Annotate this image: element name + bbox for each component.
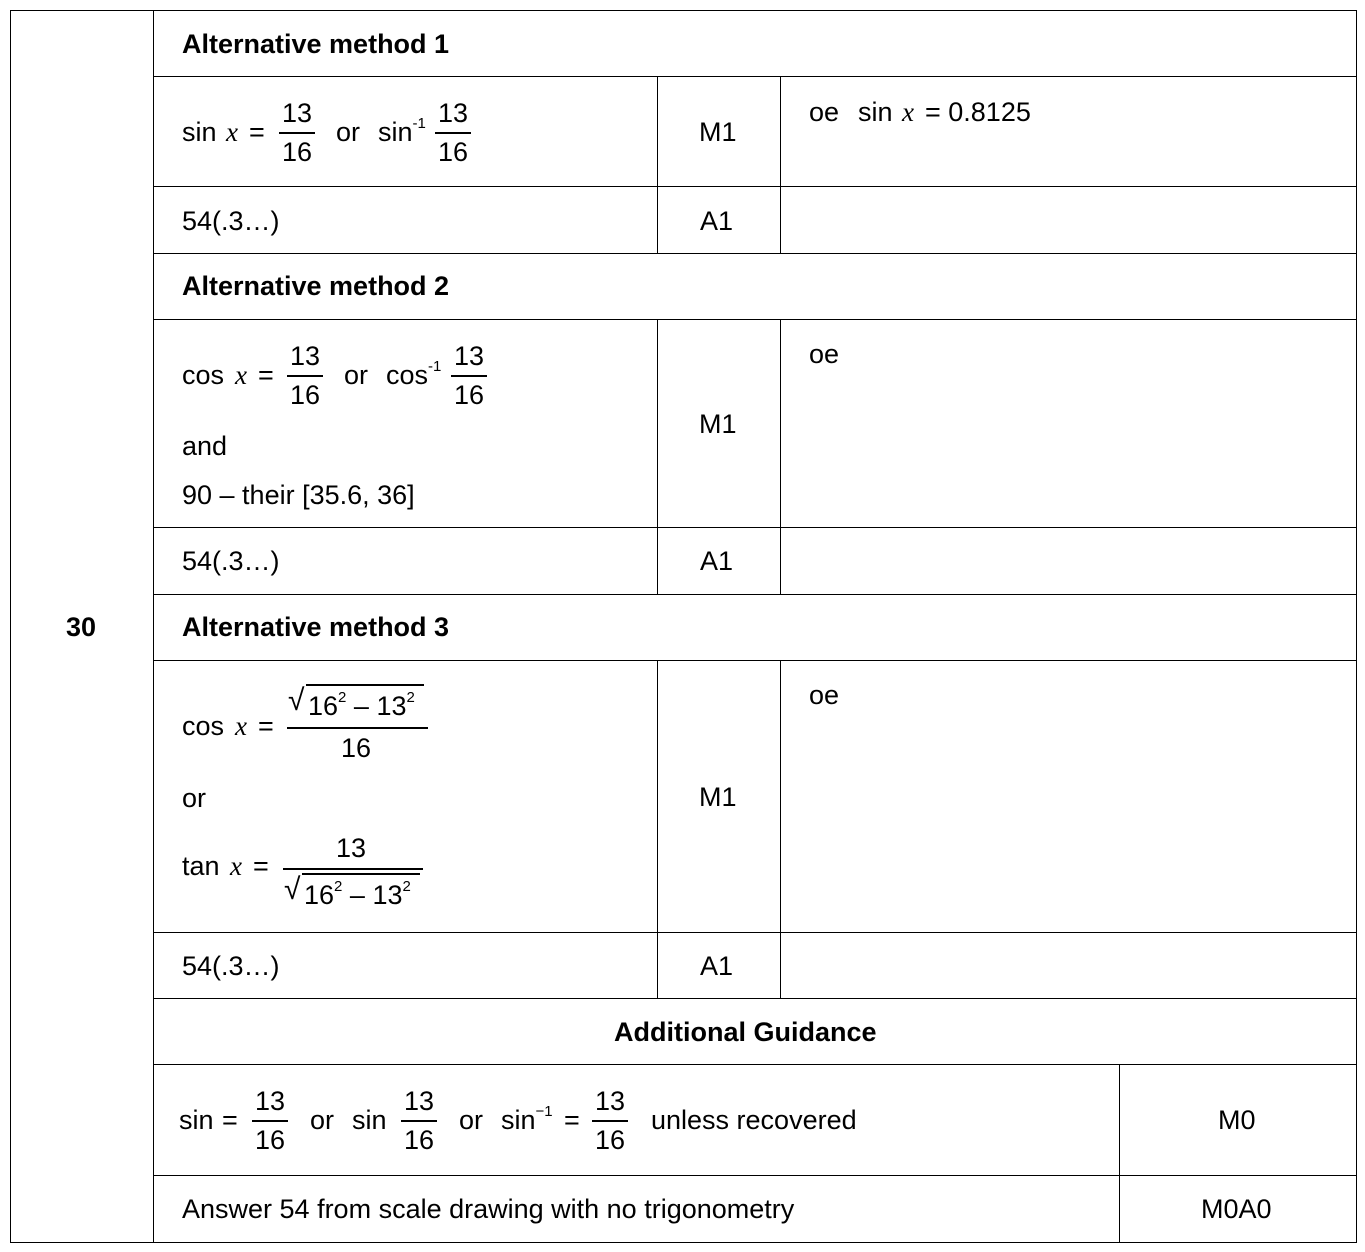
and-text: and xyxy=(182,431,228,461)
sin-label: sin xyxy=(179,1105,214,1135)
denominator: 16 xyxy=(594,1125,626,1155)
fraction-bar xyxy=(435,132,471,134)
sqrt-icon: √ xyxy=(288,684,305,717)
cos-label: cos xyxy=(182,711,225,741)
method3-mark: M1 xyxy=(699,782,737,812)
numerator: 13 xyxy=(437,98,469,128)
tan-label: tan xyxy=(182,851,220,881)
method2-answer: 54(.3…) xyxy=(182,546,280,576)
equals-sign: = xyxy=(253,851,269,881)
fraction xyxy=(252,1088,288,1154)
method3-answer: 54(.3…) xyxy=(182,951,280,981)
method3-answer-mark: A1 xyxy=(700,951,734,981)
unless-recovered-text: unless recovered xyxy=(651,1105,857,1135)
variable-x: x xyxy=(235,360,247,390)
method1-heading: Alternative method 1 xyxy=(182,29,450,59)
method1-answer-mark: A1 xyxy=(700,206,734,236)
method3-comment: oe xyxy=(809,680,840,710)
cos-inverse-label xyxy=(386,358,442,390)
equals-sign: = xyxy=(258,360,274,390)
fraction-bar xyxy=(401,1120,437,1122)
denominator: 16 xyxy=(289,380,321,410)
numerator: 13 xyxy=(281,98,313,128)
numerator: 13 xyxy=(289,341,321,371)
sin-label: sin xyxy=(501,1105,536,1135)
denominator: 16 xyxy=(453,380,485,410)
method2-heading: Alternative method 2 xyxy=(182,271,450,301)
numerator: 13 xyxy=(594,1086,626,1116)
fraction-bar xyxy=(283,868,423,870)
sqrt-overline xyxy=(302,873,420,875)
numerator: 13 xyxy=(336,833,367,863)
fraction-bar xyxy=(592,1120,628,1122)
sin-inverse-label xyxy=(501,1103,553,1135)
sin-label: sin xyxy=(378,117,413,147)
fraction xyxy=(451,343,487,409)
or-text: or xyxy=(182,783,207,813)
variable-x: x xyxy=(226,117,238,147)
oe-text: oe xyxy=(809,97,840,127)
fraction-bar xyxy=(287,375,323,377)
guidance-row2-text: Answer 54 from scale drawing with no trigonometry xyxy=(182,1194,795,1224)
denominator: 16 xyxy=(254,1125,286,1155)
fraction-bar xyxy=(451,375,487,377)
fraction-bar xyxy=(279,132,315,134)
sin-inverse-label xyxy=(378,115,426,147)
subtraction-line: 90 – their [35.6, 36] xyxy=(182,480,415,510)
method1-mark: M1 xyxy=(699,117,737,147)
or-text: or xyxy=(336,117,361,147)
denominator: 16 xyxy=(341,733,372,763)
numerator: 13 xyxy=(403,1086,435,1116)
or-text: or xyxy=(459,1105,484,1135)
sin-label: sin xyxy=(182,117,217,147)
or-text: or xyxy=(344,360,369,390)
question-number: 30 xyxy=(66,612,97,642)
cos-label: cos xyxy=(182,360,225,390)
radicand: $16^2 - 13^2$ xyxy=(308,689,415,721)
sqrt-icon: √ xyxy=(284,873,301,906)
denominator: 16 xyxy=(281,137,313,167)
equals-sign: = xyxy=(564,1105,580,1135)
method3-heading: Alternative method 3 xyxy=(182,612,450,642)
guidance-row1-mark: M0 xyxy=(1218,1105,1256,1135)
inverse-superscript: -1 xyxy=(428,358,442,375)
denominator: 16 xyxy=(403,1125,435,1155)
variable-x: x xyxy=(902,97,914,127)
cos-label: cos xyxy=(386,360,429,390)
equals-sign: = xyxy=(222,1105,238,1135)
fraction-bar xyxy=(252,1120,288,1122)
radicand: $16^2 - 13^2$ xyxy=(304,878,411,910)
inverse-superscript: −1 xyxy=(535,1103,553,1120)
variable-x: x xyxy=(230,851,242,881)
method1-answer: 54(.3…) xyxy=(182,206,280,236)
denominator: 16 xyxy=(437,137,469,167)
equals-sign: = xyxy=(249,117,265,147)
fraction-bar xyxy=(287,727,428,729)
or-text: or xyxy=(310,1105,335,1135)
numerator: 13 xyxy=(453,341,485,371)
sin-label: sin xyxy=(352,1105,387,1135)
guidance-row2-mark: M0A0 xyxy=(1201,1194,1272,1224)
fraction xyxy=(279,100,315,166)
fraction xyxy=(435,100,471,166)
method2-comment: oe xyxy=(809,339,840,369)
guidance-heading: Additional Guidance xyxy=(614,1017,877,1047)
numerator: 13 xyxy=(254,1086,286,1116)
fraction xyxy=(287,343,323,409)
method2-mark: M1 xyxy=(699,409,737,439)
sin-label: sin xyxy=(858,97,893,127)
fraction xyxy=(401,1088,437,1154)
fraction xyxy=(592,1088,628,1154)
inverse-superscript: -1 xyxy=(412,115,426,132)
comment-value: = 0.8125 xyxy=(925,97,1031,127)
equals-sign: = xyxy=(258,711,274,741)
variable-x: x xyxy=(235,711,247,741)
sqrt-overline xyxy=(306,684,424,686)
method2-answer-mark: A1 xyxy=(700,546,734,576)
